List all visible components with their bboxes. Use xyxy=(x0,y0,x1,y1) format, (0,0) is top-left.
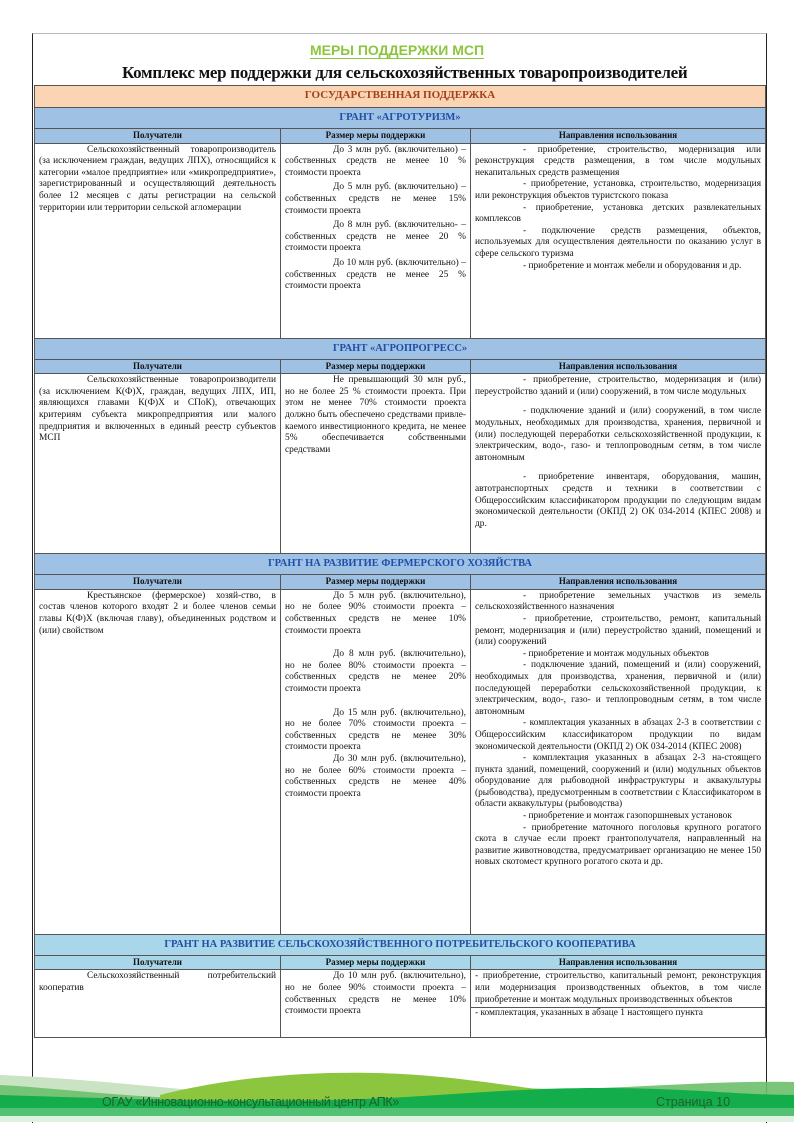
grant-title: ГРАНТ «АГРОТУРИЗМ» xyxy=(35,108,766,129)
use-item: - приобретение, установка детских развлекательных комплексов xyxy=(475,202,762,225)
use-item: - приобретение, установка, строительство, модернизация или реконструкция объектов туристского показа xyxy=(475,179,762,201)
amount-item: До 5 млн руб. (включительно) – собственных средств не менее 15% стоимости проекта xyxy=(285,182,466,216)
col-header-recipients: Получатели xyxy=(35,575,281,590)
amount-item: До 15 млн руб. (включительно), но не более 70% стоимости проекта – собственных средств не менее 30% стоимости проекта xyxy=(285,707,466,753)
use-item: - приобретение земельных участков из земель сельскохозяйственного назначения xyxy=(475,590,762,613)
use-item: - приобретение и монтаж газопоршневых установок xyxy=(523,811,732,822)
amount-cell xyxy=(281,970,471,1038)
recipient-text: Сельскохозяйственный потребительский кооператив xyxy=(39,971,276,993)
support-table xyxy=(34,85,766,1038)
section-title-text: МЕРЫ ПОДДЕРЖКИ МСП xyxy=(309,42,485,58)
page-title: Комплекс мер поддержки для сельскохозяйственных товаропроизводителей xyxy=(122,63,688,82)
use-item: - приобретение, строительство, модернизация и (или) переустройство зданий и (или) сооружений, в том числе модульных xyxy=(475,375,762,397)
use-item: - приобретение, строительство, модернизация или реконструкция средств размещения, в том числе модульных некапитальных средств размещения xyxy=(475,144,762,178)
use-item: - подключение средств размещения, объектов, используемых для осуществления деятельности по оказанию услуг в сфере сельского туризма xyxy=(475,225,762,259)
col-header-recipients: Получатели xyxy=(35,129,281,144)
col-header-amount: Размер меры поддержки xyxy=(281,359,471,374)
use-item: - приобретение и монтаж модульных объектов xyxy=(523,648,709,659)
use-item: - подключение зданий и (или) сооружений, в том числе модульных, необходимых для производства, хранения, первичной и (или) последующей переработки сельскохозяйственной продукции, к электрическим, водо-, газо- и теплопроводным сетям, в том числе автономным xyxy=(475,406,762,463)
amount-item: До 5 млн руб. (включительно), но не более 90% стоимости проекта – собственных средств не менее 10% стоимости проекта xyxy=(285,590,466,636)
amount-item: До 10 млн руб. (включительно) – собственных средств не менее 25 % стоимости проекта xyxy=(285,257,466,292)
use-item: - приобретение, строительство, ремонт, капитальный ремонт, модернизация и (или) переустройство зданий, помещений и (или) сооружений xyxy=(475,613,762,648)
amount-item: До 30 млн руб. (включительно), но не более 60% стоимости проекта – собственных средств не менее 40% стоимости проекта xyxy=(285,753,466,799)
amount-cell xyxy=(281,374,471,554)
footer-hills-graphic xyxy=(0,1040,794,1122)
section-title xyxy=(0,42,794,58)
grant-title: ГРАНТ НА РАЗВИТИЕ ФЕРМЕРСКОГО ХОЗЯЙСТВА xyxy=(35,554,766,575)
recipient-text: Сельскохозяйственный товаропроизводитель (за исключением граждан, ведущих ЛПХ), относящийся к категории «малое предприятие» или «микропредприятие», зарегистрированный и осуществляющий деятельность более 12 месяцев с даты регистрации на сельской территории или территории сельской агломерации xyxy=(39,144,276,213)
col-header-uses: Направления использования xyxy=(471,129,766,144)
col-header-recipients: Получатели xyxy=(35,359,281,374)
gov-support-band: ГОСУДАРСТВЕННАЯ ПОДДЕРЖКА xyxy=(35,86,766,108)
col-header-amount: Размер меры поддержки xyxy=(281,129,471,144)
amount-item: До 3 млн руб. (включительно) – собственных средств не менее 10 % стоимости проекта xyxy=(285,144,466,178)
recipients-cell xyxy=(35,970,281,1038)
recipient-text: Сельскохозяйственные товаропроизводители (за исключением К(Ф)Х, граждан, ведущих ЛПХ, ИП, являющихся главами К(Ф)Х и СПоК), отвечающих критериям субъекта микропредприятия или малого предприятия и включенных в единый реестр субъектов МСП xyxy=(39,375,276,444)
amount-item: До 10 млн руб. (включительно), но не более 90% стоимости проекта – собственных средств не менее 10% стоимости проекта xyxy=(285,971,466,1017)
col-header-uses: Направления использования xyxy=(471,359,766,374)
uses-cell xyxy=(471,970,766,1038)
footer-organization: ОГАУ «Инновационно-консультационный центр АПК» xyxy=(102,1095,400,1109)
col-header-amount: Размер меры поддержки xyxy=(281,955,471,970)
col-header-recipients: Получатели xyxy=(35,955,281,970)
recipients-cell xyxy=(35,374,281,554)
amount-cell xyxy=(281,589,471,934)
amount-item: До 8 млн руб. (включительно), но не более 80% стоимости проекта – собственных средств не менее 20% стоимости проекта xyxy=(285,649,466,694)
use-item: - комплектация указанных в абзацах 2-3 на-стоящего пункта зданий, помещений, сооружений и (или) модульных объектов оборудование для рыбоводной инфраструктуры и аквакультуры (рыбоводства), предусмотренным в соответствии с Классификатором в области аквакультуры (рыбоводства) xyxy=(475,753,762,810)
amount-item: Не превышающий 30 млн руб., но не более 25 % стоимости проекта. При этом не менее 70% стоимости проекта должно быть обеспечено средствами привле-каемого инвестиционного кредита, не менее 5% обеспечивается собственными средствами xyxy=(285,375,466,455)
use-item: - приобретение, строительство, капитальный ремонт, реконструкция или модернизация производственных объектов, в том числе приобретение и монтаж модульных производственных объектов xyxy=(475,971,762,1005)
recipients-cell xyxy=(35,589,281,934)
uses-cell xyxy=(471,143,766,338)
col-header-uses: Направления использования xyxy=(471,955,766,970)
recipients-cell xyxy=(35,143,281,338)
grant-title: ГРАНТ «АГРОПРОГРЕСС» xyxy=(35,338,766,359)
col-header-amount: Размер меры поддержки xyxy=(281,575,471,590)
use-item: - приобретение и монтаж мебели и оборудования и др. xyxy=(523,260,742,271)
recipient-text: Крестьянское (фермерское) хозяй-ство, в состав членов которого входят 2 и более членов семьи главы К(Ф)Х (включая главу), объединенных родством и (или) свойством xyxy=(39,590,276,636)
use-item: - приобретение инвентаря, оборудования, машин, автотранспортных средств и техники в соответствии с Общероссийским классификатором продукции по следующим видам экономической деятельности (ОКПД 2) ОК 034-2014 (КПЕС 2008) и др. xyxy=(475,472,762,529)
uses-cell xyxy=(471,589,766,934)
use-item: - комплектация указанных в абзацах 2-3 в соответствии с Общероссийским классификатором продукции по видам экономической деятельности (ОКПД 2) ОК 034-2014 (КПЕС 2008) xyxy=(475,718,762,752)
col-header-uses: Направления использования xyxy=(471,575,766,590)
use-item: - приобретение маточного поголовья крупного рогатого скота в случае если проект грантополучателя, направленный на развитие животноводства, предусматривает организацию не менее 150 новых скотомест крупного рогатого скота и др. xyxy=(475,822,762,868)
amount-cell xyxy=(281,143,471,338)
uses-cell xyxy=(471,374,766,554)
grant-title: ГРАНТ НА РАЗВИТИЕ СЕЛЬСКОХОЗЯЙСТВЕННОГО ПОТРЕБИТЕЛЬСКОГО КООПЕРАТИВА xyxy=(35,934,766,955)
use-item: - подключение зданий, помещений и (или) сооружений, необходимых для производства, хранения, первичной и (или) последующей переработки сельскохозяйственной продукции, к электрическим, водо-, газо- и теплопроводным сетям, в том числе автономным xyxy=(475,660,762,717)
use-item: - комплектация, указанных в абзаце 1 настоящего пункта xyxy=(471,1007,765,1020)
amount-item: До 8 млн руб. (включительно- – собственных средств не менее 20 % стоимости проекта xyxy=(285,220,466,254)
footer-page-number: Страница 10 xyxy=(656,1095,731,1109)
